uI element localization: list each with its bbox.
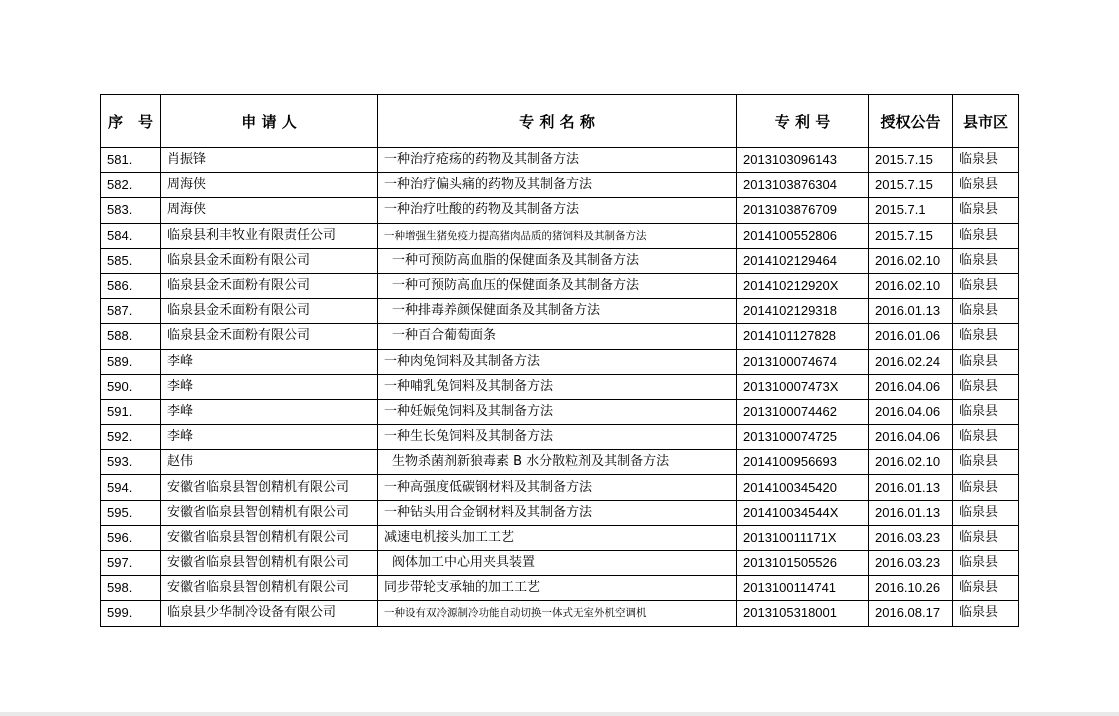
row-announce-date: 2016.02.24: [869, 349, 953, 374]
row-patent-name: 一种高强度低碳钢材料及其制备方法: [378, 475, 737, 500]
row-patent-name: 一种肉兔饲料及其制备方法: [378, 349, 737, 374]
row-county: 临泉县: [953, 173, 1019, 198]
row-patent-no: 2013100074674: [737, 349, 869, 374]
patent-table: [100, 94, 1019, 627]
header-patent-name: 专 利 名 称: [378, 95, 737, 148]
row-county: 临泉县: [953, 148, 1019, 173]
row-seq: 581.: [101, 148, 161, 173]
row-county: 临泉县: [953, 399, 1019, 424]
row-announce-date: 2016.03.23: [869, 525, 953, 550]
row-seq: 590.: [101, 374, 161, 399]
row-announce-date: 2016.04.06: [869, 374, 953, 399]
row-patent-name: 一种排毒养颜保健面条及其制备方法: [378, 299, 737, 324]
table-row: [101, 273, 1019, 298]
row-applicant: 安徽省临泉县智创精机有限公司: [161, 551, 378, 576]
row-patent-no: 2013103096143: [737, 148, 869, 173]
row-announce-date: 2016.01.06: [869, 324, 953, 349]
table-row: [101, 349, 1019, 374]
table-row: [101, 551, 1019, 576]
row-patent-no: 2013103876304: [737, 173, 869, 198]
row-county: 临泉县: [953, 525, 1019, 550]
row-announce-date: 2016.03.23: [869, 551, 953, 576]
row-announce-date: 2015.7.15: [869, 173, 953, 198]
row-county: 临泉县: [953, 500, 1019, 525]
row-patent-name: 一种治疗偏头痛的药物及其制备方法: [378, 173, 737, 198]
row-patent-no: 2013105318001: [737, 601, 869, 626]
header-patent-no: 专 利 号: [737, 95, 869, 148]
row-announce-date: 2015.7.15: [869, 223, 953, 248]
table-row: [101, 374, 1019, 399]
row-county: 临泉县: [953, 248, 1019, 273]
row-patent-no: 2014100552806: [737, 223, 869, 248]
row-applicant: 临泉县金禾面粉有限公司: [161, 248, 378, 273]
row-patent-no: 2014102129464: [737, 248, 869, 273]
page-bottom-edge: [0, 712, 1119, 716]
row-seq: 589.: [101, 349, 161, 374]
row-seq: 594.: [101, 475, 161, 500]
header-seq: 序 号: [101, 95, 161, 148]
header-announce: 授权公告: [869, 95, 953, 148]
row-county: 临泉县: [953, 299, 1019, 324]
row-patent-no: 2013100074725: [737, 425, 869, 450]
row-applicant: 临泉县少华制冷设备有限公司: [161, 601, 378, 626]
row-patent-name: 生物杀菌剂新狼毒素 B 水分散粒剂及其制备方法: [378, 450, 737, 475]
row-applicant: 李峰: [161, 349, 378, 374]
row-county: 临泉县: [953, 374, 1019, 399]
row-applicant: 肖振锋: [161, 148, 378, 173]
row-announce-date: 2016.08.17: [869, 601, 953, 626]
row-announce-date: 2016.04.06: [869, 425, 953, 450]
header-applicant: 申 请 人: [161, 95, 378, 148]
row-patent-name: 一种百合葡萄面条: [378, 324, 737, 349]
row-patent-name: 一种生长兔饲料及其制备方法: [378, 425, 737, 450]
row-announce-date: 2016.02.10: [869, 450, 953, 475]
table-row: [101, 198, 1019, 223]
row-county: 临泉县: [953, 576, 1019, 601]
row-announce-date: 2016.04.06: [869, 399, 953, 424]
table-row: [101, 475, 1019, 500]
row-county: 临泉县: [953, 324, 1019, 349]
row-patent-no: 2014102129318: [737, 299, 869, 324]
row-county: 临泉县: [953, 273, 1019, 298]
row-seq: 592.: [101, 425, 161, 450]
row-applicant: 临泉县金禾面粉有限公司: [161, 273, 378, 298]
row-announce-date: 2016.10.26: [869, 576, 953, 601]
row-applicant: 周海侠: [161, 173, 378, 198]
row-applicant: 临泉县金禾面粉有限公司: [161, 324, 378, 349]
row-patent-no: 2014101127828: [737, 324, 869, 349]
row-county: 临泉县: [953, 425, 1019, 450]
table-row: [101, 148, 1019, 173]
row-county: 临泉县: [953, 551, 1019, 576]
row-applicant: 临泉县利丰牧业有限责任公司: [161, 223, 378, 248]
row-applicant: 李峰: [161, 374, 378, 399]
table-row: [101, 173, 1019, 198]
row-patent-no: 201310007473X: [737, 374, 869, 399]
row-patent-name: 一种治疗疮疡的药物及其制备方法: [378, 148, 737, 173]
row-patent-no: 2013100074462: [737, 399, 869, 424]
row-seq: 599.: [101, 601, 161, 626]
row-patent-no: 2014100345420: [737, 475, 869, 500]
row-applicant: 李峰: [161, 425, 378, 450]
row-announce-date: 2016.02.10: [869, 248, 953, 273]
row-applicant: 安徽省临泉县智创精机有限公司: [161, 525, 378, 550]
row-seq: 593.: [101, 450, 161, 475]
row-county: 临泉县: [953, 349, 1019, 374]
row-seq: 584.: [101, 223, 161, 248]
row-patent-no: 201410212920X: [737, 273, 869, 298]
row-applicant: 李峰: [161, 399, 378, 424]
table-row: [101, 500, 1019, 525]
row-county: 临泉县: [953, 223, 1019, 248]
row-announce-date: 2015.7.15: [869, 148, 953, 173]
row-seq: 597.: [101, 551, 161, 576]
row-patent-name: 阀体加工中心用夹具装置: [378, 551, 737, 576]
row-patent-name: 一种设有双冷源制冷功能自动切换一体式无室外机空调机: [378, 601, 737, 626]
row-county: 临泉县: [953, 198, 1019, 223]
row-seq: 587.: [101, 299, 161, 324]
row-patent-name: 一种可预防高血压的保健面条及其制备方法: [378, 273, 737, 298]
row-patent-no: 2013100114741: [737, 576, 869, 601]
table-row: [101, 299, 1019, 324]
row-seq: 595.: [101, 500, 161, 525]
row-seq: 586.: [101, 273, 161, 298]
row-applicant: 临泉县金禾面粉有限公司: [161, 299, 378, 324]
row-applicant: 安徽省临泉县智创精机有限公司: [161, 576, 378, 601]
row-announce-date: 2015.7.1: [869, 198, 953, 223]
row-patent-name: 一种治疗吐酸的药物及其制备方法: [378, 198, 737, 223]
row-applicant: 周海侠: [161, 198, 378, 223]
row-patent-no: 2014100956693: [737, 450, 869, 475]
table-row: [101, 576, 1019, 601]
row-patent-name: 一种哺乳兔饲料及其制备方法: [378, 374, 737, 399]
row-patent-no: 2013103876709: [737, 198, 869, 223]
row-patent-name: 减速电机接头加工工艺: [378, 525, 737, 550]
row-seq: 585.: [101, 248, 161, 273]
row-announce-date: 2016.01.13: [869, 299, 953, 324]
table-row: [101, 324, 1019, 349]
header-row: [101, 95, 1019, 148]
row-county: 临泉县: [953, 475, 1019, 500]
row-applicant: 安徽省临泉县智创精机有限公司: [161, 475, 378, 500]
table-row: [101, 248, 1019, 273]
table-row: [101, 399, 1019, 424]
header-county: 县市区: [953, 95, 1019, 148]
table-row: [101, 425, 1019, 450]
row-announce-date: 2016.02.10: [869, 273, 953, 298]
row-county: 临泉县: [953, 601, 1019, 626]
table-row: [101, 525, 1019, 550]
row-patent-name: 同步带轮支承轴的加工工艺: [378, 576, 737, 601]
row-announce-date: 2016.01.13: [869, 475, 953, 500]
table-row: [101, 450, 1019, 475]
row-seq: 582.: [101, 173, 161, 198]
row-seq: 591.: [101, 399, 161, 424]
row-patent-name: 一种妊娠兔饲料及其制备方法: [378, 399, 737, 424]
row-seq: 588.: [101, 324, 161, 349]
row-seq: 598.: [101, 576, 161, 601]
row-applicant: 赵伟: [161, 450, 378, 475]
row-patent-no: 201310011171X: [737, 525, 869, 550]
row-patent-no: 201410034544X: [737, 500, 869, 525]
row-announce-date: 2016.01.13: [869, 500, 953, 525]
row-applicant: 安徽省临泉县智创精机有限公司: [161, 500, 378, 525]
table-row: [101, 223, 1019, 248]
row-patent-name: 一种钻头用合金钢材料及其制备方法: [378, 500, 737, 525]
table-row: [101, 601, 1019, 626]
row-patent-name: 一种可预防高血脂的保健面条及其制备方法: [378, 248, 737, 273]
row-seq: 583.: [101, 198, 161, 223]
row-patent-name: 一种增强生猪免疫力提高猪肉品质的猪饲料及其制备方法: [378, 223, 737, 248]
row-county: 临泉县: [953, 450, 1019, 475]
row-seq: 596.: [101, 525, 161, 550]
row-patent-no: 2013101505526: [737, 551, 869, 576]
